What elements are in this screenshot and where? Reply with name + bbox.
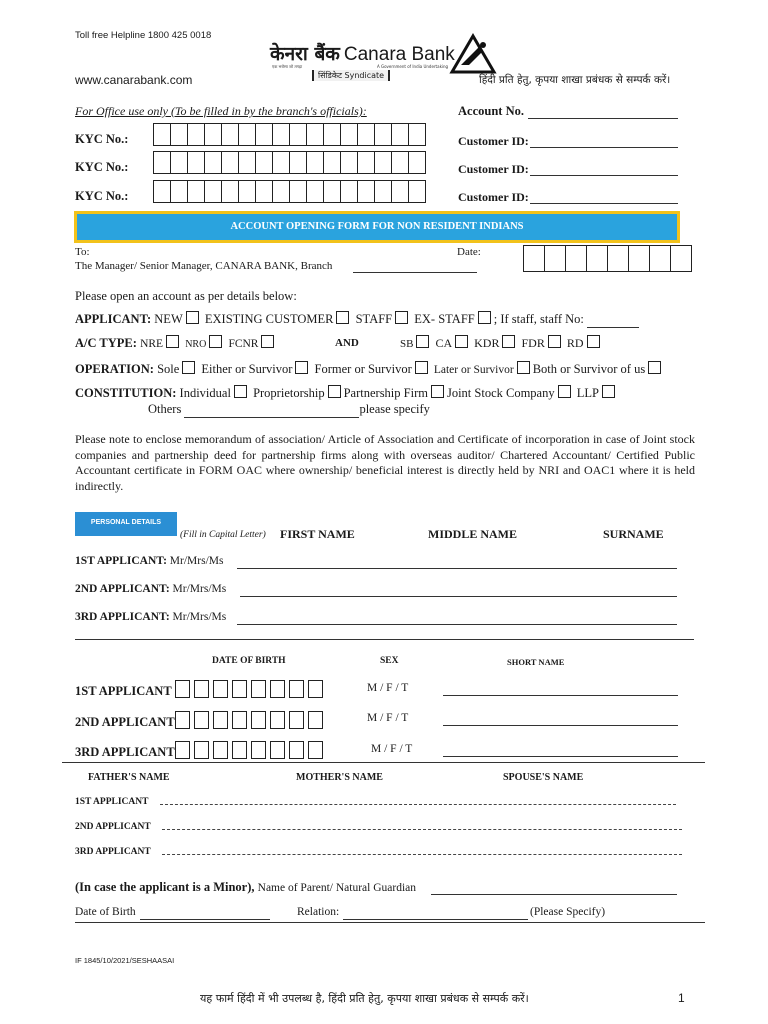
individual-option: Individual <box>179 386 231 400</box>
applicant-1-name-field[interactable] <box>237 568 677 569</box>
minor-dob-field[interactable] <box>140 919 270 920</box>
ac-type-row-2 <box>400 335 603 351</box>
please-specify-label: please specify <box>359 402 430 416</box>
form-title-banner: ACCOUNT OPENING FORM FOR NON RESIDENT INDIANS <box>74 211 680 243</box>
applicant-3-name-row <box>75 611 226 623</box>
middle-name-header: MIDDLE NAME <box>428 527 517 541</box>
llp-checkbox[interactable] <box>602 385 615 398</box>
llp-option: LLP <box>576 386 599 400</box>
either-checkbox[interactable] <box>295 361 308 374</box>
spouse-header: SPOUSE'S NAME <box>503 772 584 783</box>
to-label: To: <box>75 246 90 258</box>
constitution-row <box>75 385 618 401</box>
others-field[interactable] <box>184 402 359 418</box>
constitution-label: CONSTITUTION: <box>75 386 177 400</box>
fcnr-checkbox[interactable] <box>261 335 274 348</box>
former-checkbox[interactable] <box>415 361 428 374</box>
guardian-field[interactable] <box>431 894 677 895</box>
short-name-field-1[interactable] <box>443 695 678 696</box>
staff-option: STAFF <box>355 312 393 326</box>
dob-row-3 <box>75 741 327 760</box>
operation-label: OPERATION: <box>75 362 154 376</box>
minor-dob-label: Date of Birth <box>75 906 136 918</box>
hindi-request: हिंदी प्रति हेतु, कृपया शाखा प्रबंधक से सम्पर्क करें। <box>479 74 671 86</box>
individual-checkbox[interactable] <box>234 385 247 398</box>
dob-applicant-1-label: 1ST APPLICANT <box>75 684 172 698</box>
kyc-input-3[interactable] <box>153 180 426 202</box>
ex-staff-option: EX- STAFF <box>414 312 475 326</box>
staff-no-field[interactable] <box>587 312 639 328</box>
joint-stock-option: Joint Stock Company <box>446 386 555 400</box>
fill-capital-note: (Fill in Capital Letter) <box>180 530 266 540</box>
form-code: IF 1845/10/2021/SESHAASAI <box>75 956 175 965</box>
kyc-input-1[interactable] <box>153 123 426 145</box>
nro-checkbox[interactable] <box>209 335 222 348</box>
dob-header: DATE OF BIRTH <box>212 656 286 666</box>
applicant-2-label: 2ND APPLICANT: <box>75 583 170 595</box>
new-checkbox[interactable] <box>186 311 199 324</box>
parents-field-1[interactable] <box>160 804 676 805</box>
sex-header: SEX <box>380 656 399 666</box>
date-input[interactable] <box>523 245 692 277</box>
kdr-checkbox[interactable] <box>502 335 515 348</box>
dob-applicant-3-label: 3RD APPLICANT <box>75 745 175 759</box>
new-option: NEW <box>154 312 183 326</box>
salutation-1: Mr/Mrs/Ms <box>169 555 224 567</box>
applicant-1-label: 1ST APPLICANT: <box>75 555 167 567</box>
customer-id-label-3: Customer ID: <box>458 190 529 204</box>
ex-staff-checkbox[interactable] <box>478 311 491 324</box>
others-row <box>148 402 430 418</box>
ac-type-row <box>75 335 277 351</box>
helpline: Toll free Helpline 1800 425 0018 <box>75 30 212 41</box>
personal-details-badge: PERSONAL DETAILS <box>75 512 177 536</box>
parents-applicant-3-label: 3RD APPLICANT <box>75 847 151 857</box>
salutation-2: Mr/Mrs/Ms <box>172 583 227 595</box>
nro-option: NRO <box>185 339 207 350</box>
nre-option: NRE <box>140 338 164 350</box>
section-divider-2 <box>62 762 705 763</box>
short-name-header: SHORT NAME <box>507 657 565 667</box>
parents-applicant-2-label: 2ND APPLICANT <box>75 822 151 832</box>
fdr-checkbox[interactable] <box>548 335 561 348</box>
mother-header: MOTHER'S NAME <box>296 772 383 783</box>
customer-id-field-1[interactable] <box>530 147 678 148</box>
and-label: AND <box>335 337 359 349</box>
fdr-option: FDR <box>521 336 545 350</box>
either-option: Either or Survivor <box>201 362 293 376</box>
kyc-label-2: KYC No.: <box>75 160 129 174</box>
office-use-note: For Office use only (To be filled in by the branch's officials): <box>75 104 367 118</box>
proprietorship-option: Proprietorship <box>253 386 325 400</box>
partnership-option: Partnership Firm <box>343 386 428 400</box>
parents-applicant-1-label: 1ST APPLICANT <box>75 797 149 807</box>
please-specify-note: (Please Specify) <box>530 906 606 918</box>
relation-field[interactable] <box>343 919 528 920</box>
applicant-label: APPLICANT: <box>75 312 152 326</box>
sex-options-2[interactable]: M / F / T <box>367 712 409 724</box>
customer-id-field-2[interactable] <box>530 175 678 176</box>
customer-id-label-1: Customer ID: <box>458 134 529 148</box>
customer-id-field-3[interactable] <box>530 203 678 204</box>
canara-logo-icon <box>449 33 497 75</box>
enclosure-note: Please note to enclose memorandum of association/ Article of Association and Certificate of incorporation in case of Joint stock companies and partnership deed for partnership firms along with overseas auditor/ Chartered Accountant/ Certified Public Accountant certificate in FORM OAC where ownership/ beneficial interest is directly held by NRI and OAC1 where it is held indirectly. <box>75 432 695 493</box>
sb-checkbox[interactable] <box>416 335 429 348</box>
applicant-2-name-field[interactable] <box>240 596 677 597</box>
syndicate-badge: सिंडिकेट Syndicate <box>312 70 390 81</box>
bank-name: Canara Bank <box>343 44 455 65</box>
ca-checkbox[interactable] <box>455 335 468 348</box>
dob-boxes-2[interactable] <box>175 715 327 729</box>
page-number: 1 <box>678 991 685 1005</box>
dob-boxes-1[interactable] <box>175 684 327 698</box>
partnership-checkbox[interactable] <box>431 385 444 398</box>
section-divider-3 <box>75 922 705 923</box>
dob-boxes-3[interactable] <box>175 745 327 759</box>
staff-checkbox[interactable] <box>395 311 408 324</box>
intro-text: Please open an account as per details below: <box>75 289 297 303</box>
tagline-right: A Government of India Undertaking <box>377 64 449 69</box>
later-checkbox[interactable] <box>517 361 530 374</box>
both-checkbox[interactable] <box>648 361 661 374</box>
kyc-label-1: KYC No.: <box>75 132 129 146</box>
sole-checkbox[interactable] <box>182 361 195 374</box>
first-name-header: FIRST NAME <box>280 527 355 541</box>
proprietorship-checkbox[interactable] <box>328 385 341 398</box>
sex-options-3[interactable]: M / F / T <box>371 743 413 755</box>
section-divider-1 <box>75 639 694 640</box>
relation-label: Relation: <box>297 906 340 918</box>
others-label: Others <box>148 402 182 416</box>
salutation-3: Mr/Mrs/Ms <box>172 611 227 623</box>
nre-checkbox[interactable] <box>166 335 179 348</box>
existing-option: EXISTING CUSTOMER <box>204 312 334 326</box>
account-no-field[interactable] <box>528 118 678 119</box>
short-name-field-2[interactable] <box>443 725 678 726</box>
surname-header: SURNAME <box>603 527 664 541</box>
minor-row <box>75 880 416 895</box>
former-option: Former or Survivor <box>314 362 412 376</box>
father-header: FATHER'S NAME <box>88 772 170 783</box>
ac-type-label: A/C TYPE: <box>75 336 137 350</box>
short-name-field-3[interactable] <box>443 756 678 757</box>
dob-row-2 <box>75 711 327 730</box>
rd-checkbox[interactable] <box>587 335 600 348</box>
ca-option: CA <box>435 336 453 350</box>
tagline-left: एक भरोसा जो तगड़ा <box>272 64 303 69</box>
applicant-3-label: 3RD APPLICANT: <box>75 611 170 623</box>
minor-label: (In case the applicant is a Minor), <box>75 880 255 894</box>
manager-address: The Manager/ Senior Manager, CANARA BANK, Branch <box>75 260 333 272</box>
branch-field[interactable] <box>353 272 477 273</box>
dob-row-1 <box>75 680 327 699</box>
fcnr-option: FCNR <box>228 338 259 350</box>
guardian-label: Name of Parent/ Natural Guardian <box>257 882 417 894</box>
dob-applicant-2-label: 2ND APPLICANT <box>75 715 175 729</box>
applicant-3-name-field[interactable] <box>237 624 677 625</box>
both-option: Both or Survivor of us <box>532 362 646 376</box>
applicant-2-name-row <box>75 583 226 595</box>
kyc-input-2[interactable] <box>153 151 426 173</box>
sex-options-1[interactable]: M / F / T <box>367 682 409 694</box>
parents-field-3[interactable] <box>162 854 682 855</box>
bank-logo <box>270 40 455 66</box>
rd-option: RD <box>566 336 584 350</box>
staff-no-label: ; If staff, staff No: <box>493 312 584 326</box>
operation-row <box>75 361 664 377</box>
footer-hindi-note: यह फार्म हिंदी में भी उपलब्ध है, हिंदी प्रति हेतु, कृपया शाखा प्रबंधक से सम्पर्क करें। <box>200 992 529 1005</box>
bank-name-hindi: केनरा बैंक <box>270 43 340 65</box>
date-label: Date: <box>457 246 481 258</box>
kyc-label-3: KYC No.: <box>75 189 129 203</box>
sb-option: SB <box>400 338 414 350</box>
later-option: Later or Survivor <box>433 364 514 376</box>
existing-checkbox[interactable] <box>336 311 349 324</box>
website-link[interactable]: www.canarabank.com <box>75 73 193 87</box>
account-no-label: Account No. <box>458 104 524 118</box>
joint-stock-checkbox[interactable] <box>558 385 571 398</box>
customer-id-label-2: Customer ID: <box>458 162 529 176</box>
applicant-1-name-row <box>75 555 223 567</box>
parents-field-2[interactable] <box>162 829 682 830</box>
kdr-option: KDR <box>474 336 500 350</box>
applicant-row <box>75 311 639 328</box>
sole-option: Sole <box>157 362 180 376</box>
